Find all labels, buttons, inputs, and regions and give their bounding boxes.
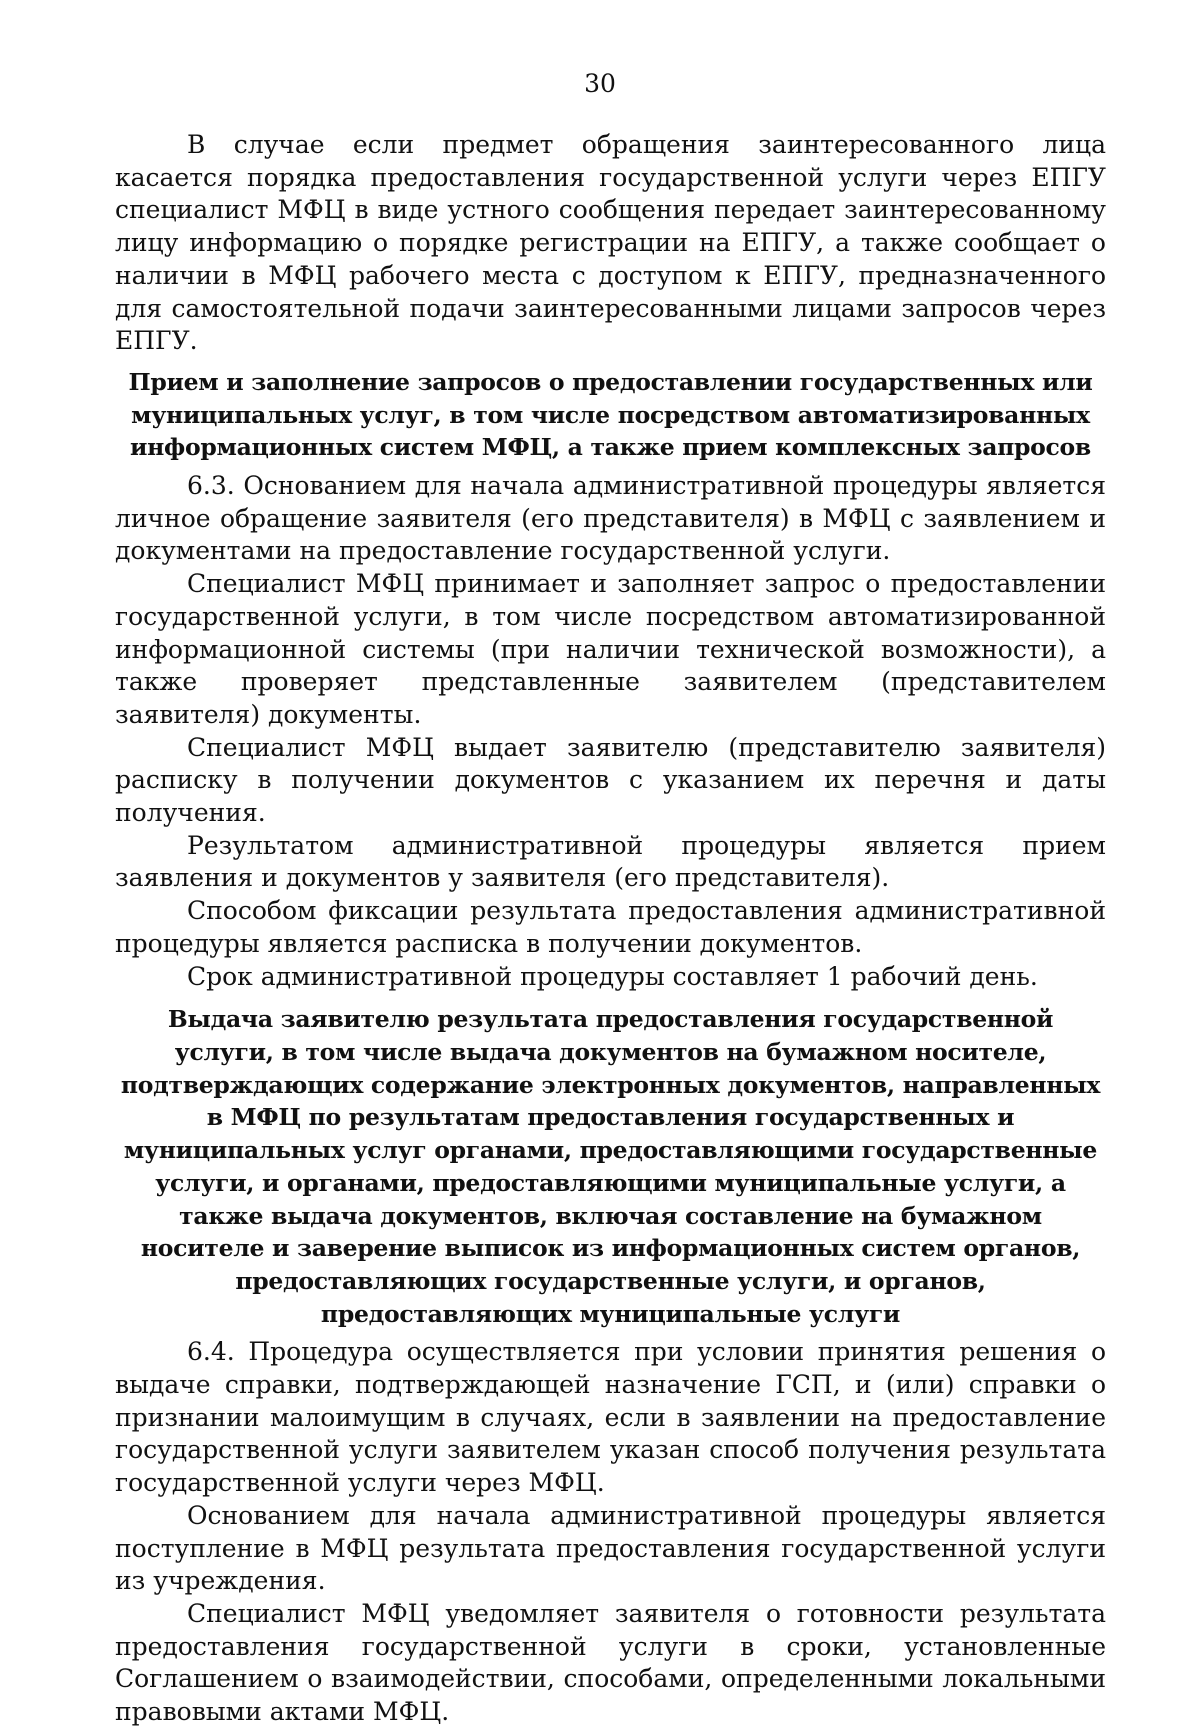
paragraph-procedure-basis: Основанием для начала административной процедуры является поступление в МФЦ результата предоставления государственной услуги из учреждения. [115,1500,1106,1596]
paragraph-specialist-notifies: Специалист МФЦ уведомляет заявителя о готовности результата предоставления государственной услуги в сроки, установленные Соглашением о взаимодействии, способами, определенными локальными правовыми актами МФЦ. [115,1598,1106,1727]
paragraph-6-3: 6.3. Основанием для начала административной процедуры является личное обращение заявителя (его представителя) в МФЦ с заявлением и документами на предоставление государственной услуги. [115,471,1106,566]
paragraph-fixation-method: Способом фиксации результата предоставления административной процедуры является расписка в получении документов. [115,896,1106,958]
intro-paragraph: В случае если предмет обращения заинтересованного лица касается порядка предоставления государственной услуги через ЕПГУ специалист МФЦ в виде устного сообщения передает заинтересованному лицу информацию о порядке регистрации на ЕПГУ, а также сообщает о наличии в МФЦ рабочего места с доступом к ЕПГУ, предназначенного для самостоятельной подачи заинтересованными лицами запросов через ЕПГУ. [115,130,1106,356]
paragraph-6-4: 6.4. Процедура осуществляется при условии принятия решения о выдаче справки, подтверждающей назначение ГСП, и (или) справки о признании малоимущим в случаях, если в заявлении на предоставление государственной услуги заявителем указан способ получения результата государственной услуги через МФЦ. [115,1337,1106,1498]
paragraph-specialist-accepts: Специалист МФЦ принимает и заполняет запрос о предоставлении государственной услуги, в том числе посредством автоматизированной информационной системы (при наличии технической возможности), а также проверяет представленные заявителем (представителем заявителя) документы. [115,569,1106,729]
section-heading-reception: Прием и заполнение запросов о предоставлении государственных или муниципальных услуг, в том числе посредством автоматизированных информационных систем МФЦ, а также прием комплексных запросов [128,367,1093,462]
page-content [115,129,1106,1729]
section-heading-issuance: Выдача заявителю результата предоставления государственной услуги, в том числе выдача документов на бумажном носителе, подтверждающих содержание электронных документов, направленных в МФЦ по результатам предоставления государственных и муниципальных услуг органами, предоставляющими государственные услуги, и органами, предоставляющими муниципальные услуги, а также выдача документов, включая составление на бумажном носителе и заверение выписок из информационных систем органов, предоставляющих государственные услуги, и органов, предоставляющих муниципальные услуги [120,1005,1101,1328]
paragraph-procedure-result: Результатом административной процедуры является прием заявления и документов у заявителя (его представителя). [115,830,1106,893]
paragraph-receipt-issued: Специалист МФЦ выдает заявителю (представителю заявителя) расписку в получении документов с указанием их перечня и даты получения. [115,732,1106,828]
paragraph-procedure-term: Срок административной процедуры составляет 1 рабочий день. [187,961,1038,991]
page-number: 30 [584,69,616,98]
